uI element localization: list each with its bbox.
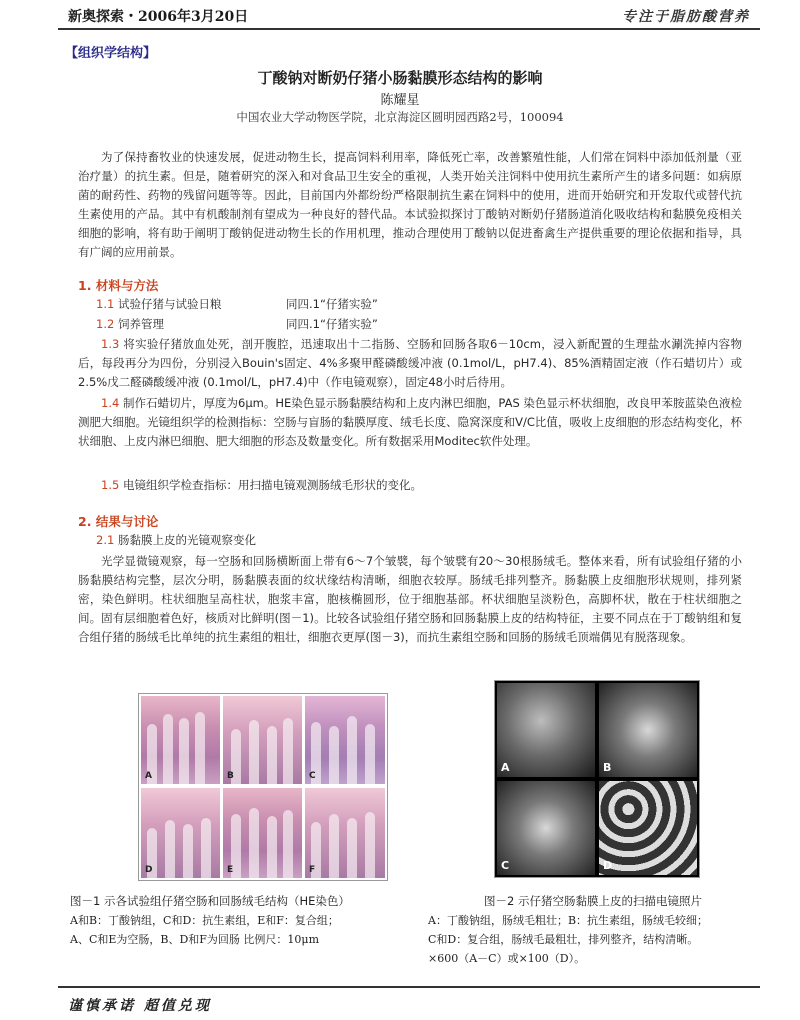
item-text: 电镜组织学检查指标：用扫描电镜观测肠绒毛形状的变化。 [122,478,422,492]
sem-photo-b [599,683,697,777]
section-number: 1. [78,278,92,293]
panel-label: D [145,865,153,875]
page-header [0,0,800,34]
footer-slogan: 谨慎承诺 超值兑现 [68,998,212,1014]
result-2-1-paragraph [78,552,742,647]
method-1-4 [78,394,742,451]
figure-2-sem-photos [494,680,700,878]
micrograph-e [223,788,302,878]
caption-line: A和B：丁酸钠组，C和D：抗生素组，E和F：复合组； [70,914,339,927]
item-text: 将实验仔猪放血处死，剖开腹腔，迅速取出十二指肠、空肠和回肠各取6－10cm，浸入新配置的生理盐水涮洗掉内容物后，每段再分为四份，分别浸入Bouin's固定、4%多聚甲醛磷酸缓冲液 (0.1mol/L，pH7.4)、85%酒精固定液（作石蜡切片）或2.5%戊二醛磷酸缓冲液 (0.1mol/L，pH7.4)中（作电镜观察），固定48小时后待用。 [78,337,742,389]
section-title: 结果与讨论 [95,514,159,529]
panel-label: B [227,771,234,781]
method-1-1 [96,296,378,312]
caption-line: ×600（A－C）或×100（D）。 [428,952,586,965]
sem-photo-c [497,781,595,875]
micrograph-f [305,788,385,878]
header-journal-date: 新奥探索・2006年3月20日 [68,9,249,25]
panel-label: A [145,771,152,781]
result-text: 光学显微镜观察，每一空肠和回肠横断面上带有6～7个皱襞，每个皱襞有20～30根肠绒毛。整体来看，所有试验组仔猪的小肠黏膜结构完整，层次分明，肠黏膜表面的纹状缘结构清晰，细胞衣较厚。肠绒毛排列整齐。肠黏膜上皮细胞形状规则，排列紧密，染色鲜明。柱状细胞呈高柱状，胞浆丰富，胞核椭圆形，位于细胞基部。杯状细胞呈淡粉色，高脚杯状，散在于柱状细胞之间。固有层细胞着色好，核质对比鲜明(图－1)。比较各试验组仔猪空肠和回肠黏膜上皮的结构特征，主要不同点在于丁酸钠组和复合组仔猪的肠绒毛比单纯的抗生素组的粗壮，细胞衣更厚(图－3)，而抗生素组空肠和回肠的肠绒毛顶端偶见有脱落现象。 [78,554,742,644]
footer-rule [58,986,760,988]
section-number: 2. [78,514,92,529]
caption-line: A：丁酸钠组，肠绒毛粗壮；B：抗生素组，肠绒毛较细； [428,914,709,927]
micrograph-a [141,696,220,784]
panel-label: E [227,865,234,875]
article-title: 丁酸钠对断奶仔猪小肠黏膜形态结构的影响 [257,69,543,87]
header-slogan: 专注于脂肪酸营养 [622,9,750,25]
panel-label: C [309,771,316,781]
sem-photo-d [599,781,697,875]
figure-1-he-micrographs [138,693,388,881]
intro-paragraph [78,148,742,262]
panel-label: B [603,761,612,774]
micrograph-d [141,788,220,878]
result-2-1-heading [96,532,256,548]
caption-line: A、C和E为空肠，B、D和F为回肠 比例尺：10μm [70,933,319,946]
panel-label: C [501,859,510,872]
item-label: 饲养管理 [117,317,164,331]
figure-2-caption [428,892,758,968]
item-number: 1.5 [101,478,120,492]
section-tag: 【组织学结构】 [65,46,157,61]
method-1-5 [78,476,742,495]
micrograph-b [223,696,302,784]
caption-title: 图－1 示各试验组仔猪空肠和回肠绒毛结构（HE染色） [70,894,350,908]
caption-title: 图－2 示仔猪空肠黏膜上皮的扫描电镜照片 [484,894,702,908]
figure-1-caption [70,892,420,949]
item-text: 制作石蜡切片，厚度为6μm。HE染色显示肠黏膜结构和上皮内淋巴细胞，PAS 染色显示杯状细胞，改良甲苯胺蓝染色液检测肥大细胞。光镜组织学的检测指标：空肠与盲肠的黏膜厚度、绒毛长度、隐窝深度和V/C比值，吸收上皮细胞的形态结构变化，杯状细胞、上皮内淋巴细胞、肥大细胞的形态及数量变化。所有数据采用Moditec软件处理。 [78,396,743,448]
item-value: 同四.1“仔猪实验” [286,317,378,331]
section-heading-methods [78,276,158,294]
panel-label: A [501,761,510,774]
section-heading-results [78,512,158,530]
item-number: 1.3 [101,337,120,351]
article-author: 陈耀星 [380,93,420,108]
item-number: 1.1 [96,297,115,311]
item-number: 2.1 [96,533,115,547]
item-label: 试验仔猪与试验日粮 [117,297,222,311]
panel-label: F [309,865,316,875]
item-number: 1.2 [96,317,115,331]
item-number: 1.4 [101,396,120,410]
section-title: 材料与方法 [95,278,159,293]
micrograph-c [305,696,385,784]
header-rule [58,28,760,30]
item-title: 肠黏膜上皮的光镜观察变化 [117,533,256,547]
caption-line: C和D：复合组，肠绒毛最粗壮，排列整齐，结构清晰。 [428,933,699,946]
sem-photo-a [497,683,595,777]
panel-label: D [603,859,613,872]
article-affiliation: 中国农业大学动物医学院，北京海淀区圆明园西路2号，100094 [236,110,564,124]
method-1-3 [78,335,742,392]
method-1-2 [96,316,378,332]
item-value: 同四.1“仔猪实验” [286,297,378,311]
intro-text: 为了保持畜牧业的快速发展，促进动物生长，提高饲料利用率，降低死亡率，改善繁殖性能，人们常在饲料中添加低剂量（亚治疗量）的抗生素。但是，随着研究的深入和对食品卫生安全的重视，人类开始关注饲料中使用抗生素所产生的诸多问题：如病原菌的耐药性、药物的残留问题等等。因此，目前国内外都纷纷严格限制抗生素在饲料中的使用，进而开始研究和开发取代或替代抗生素使用的产品。其中有机酸制剂有望成为一种良好的替代品。本试验拟探讨丁酸钠对断奶仔猪肠道消化吸收结构和黏膜免疫相关细胞的影响，将有助于阐明丁酸钠促进动物生长的作用机理，推动合理使用丁酸钠以促进畜禽生产提供重要的理论依据和指导，具有广阔的应用前景。 [78,150,742,259]
